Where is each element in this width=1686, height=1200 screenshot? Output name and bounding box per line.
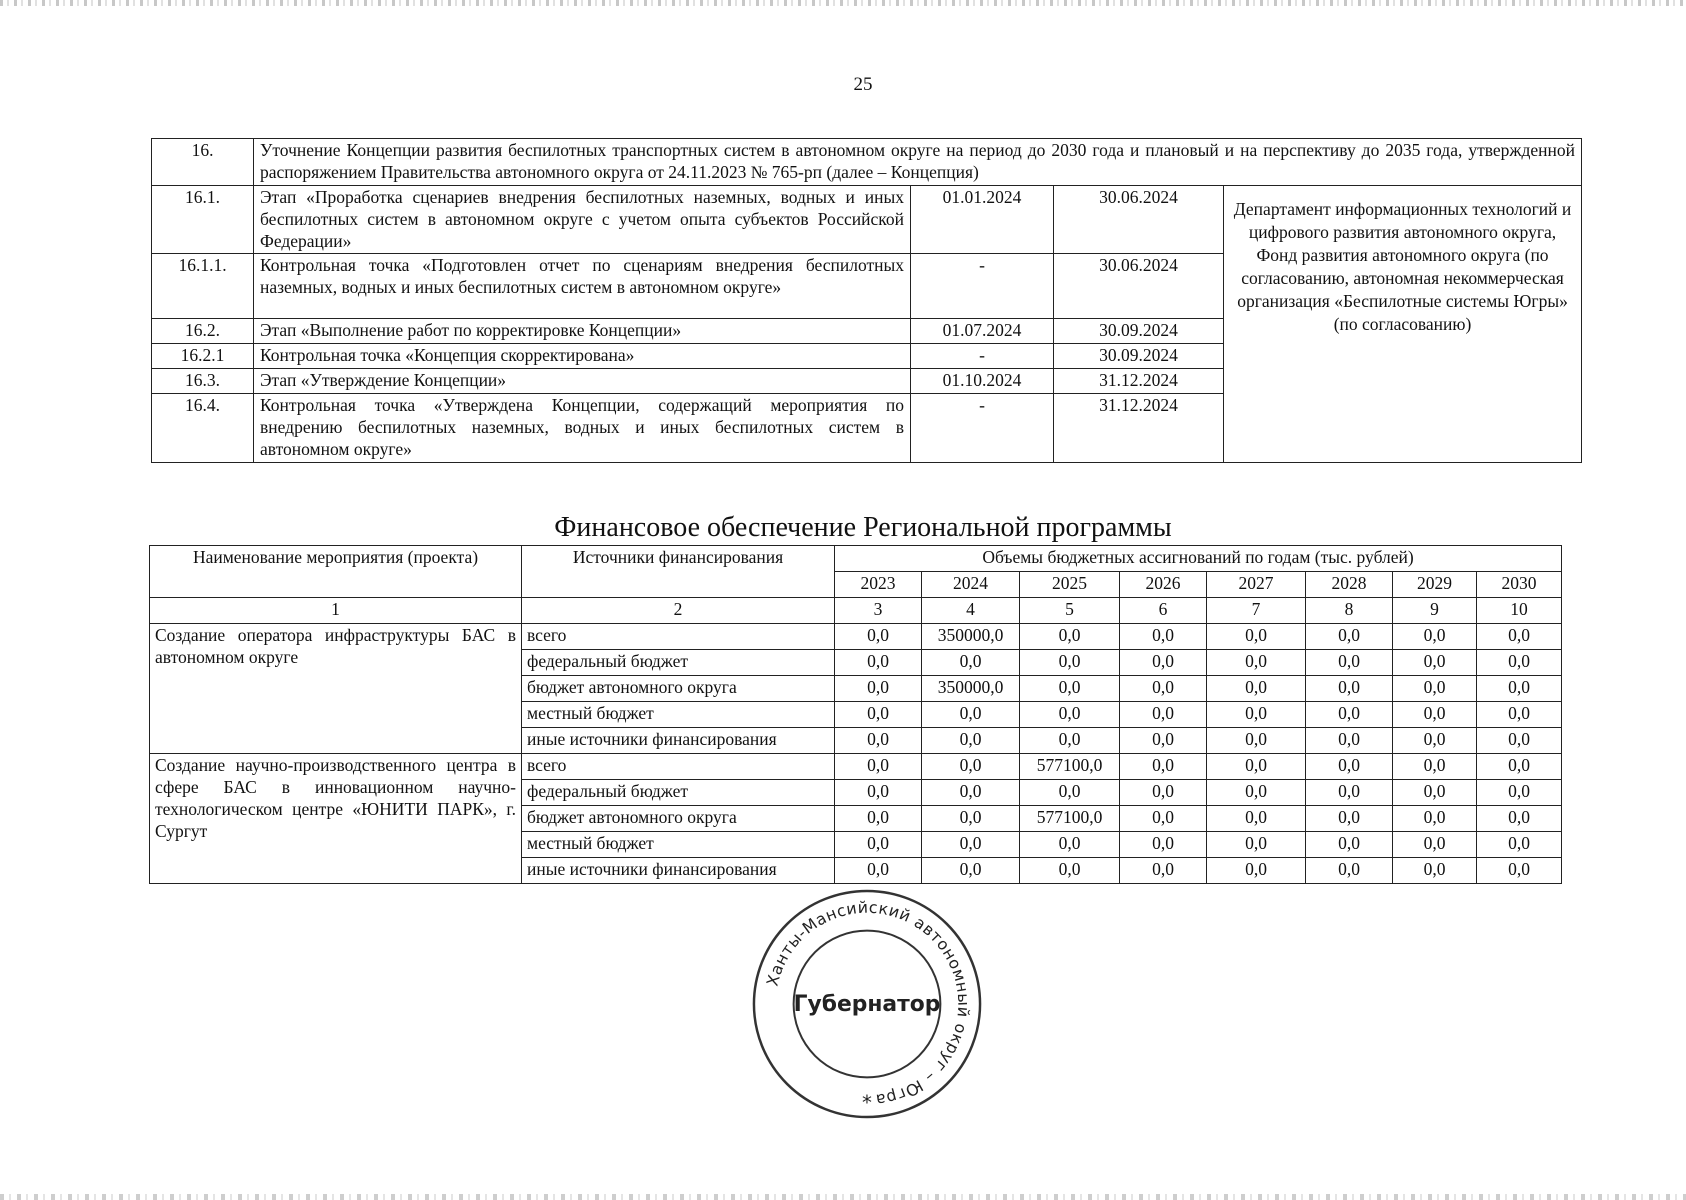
plan-responsible: Департамент информационных технологий и цифрового развития автономного округа, Фонд развития автономного округа (по согласованию, автономная некоммерческая организация «Беспилотные системы Югры» (по согласованию) (1224, 185, 1582, 462)
funding-value: 0,0 (1306, 858, 1393, 884)
header-volumes: Объемы бюджетных ассигнований по годам (тыс. рублей) (835, 546, 1562, 572)
funding-source: всего (522, 754, 835, 780)
plan-item-text: Контрольная точка «Концепция скорректирована» (254, 344, 911, 369)
plan-item-text: Уточнение Концепции развития беспилотных транспортных систем в автономном округе на период до 2030 года и плановый и на перспективу до 2035 года, утвержденной распоряжением Правительства автономного округа от 24.11.2023 № 765-рп (далее – Концепция) (254, 139, 1582, 186)
plan-item-number: 16.4. (152, 394, 254, 463)
column-number: 3 (835, 598, 922, 624)
column-number: 1 (150, 598, 522, 624)
plan-end-date: 31.12.2024 (1054, 369, 1224, 394)
funding-value: 0,0 (835, 702, 922, 728)
funding-value: 0,0 (835, 754, 922, 780)
funding-value: 0,0 (1120, 676, 1207, 702)
seal-center-text: Губернатор (793, 991, 941, 1017)
plan-end-date: 30.06.2024 (1054, 185, 1224, 254)
funding-source: федеральный бюджет (522, 780, 835, 806)
funding-source: бюджет автономного округа (522, 806, 835, 832)
column-number: 5 (1020, 598, 1120, 624)
funding-value: 0,0 (1393, 806, 1477, 832)
scan-edge-top (0, 0, 1686, 6)
column-number: 4 (922, 598, 1020, 624)
funding-value: 0,0 (1393, 650, 1477, 676)
column-number: 9 (1393, 598, 1477, 624)
plan-start-date: - (911, 254, 1054, 319)
plan-item-number: 16.3. (152, 369, 254, 394)
plan-end-date: 30.09.2024 (1054, 344, 1224, 369)
header-sources: Источники финансирования (522, 546, 835, 598)
funding-value: 0,0 (1120, 806, 1207, 832)
funding-value: 0,0 (1306, 624, 1393, 650)
funding-value: 0,0 (1120, 780, 1207, 806)
finance-table (149, 545, 1562, 884)
scan-edge-bottom (0, 1194, 1686, 1200)
year-header: 2027 (1207, 572, 1306, 598)
funding-source: местный бюджет (522, 702, 835, 728)
column-number: 7 (1207, 598, 1306, 624)
funding-value: 350000,0 (922, 624, 1020, 650)
funding-source: всего (522, 624, 835, 650)
funding-value: 0,0 (922, 832, 1020, 858)
funding-value: 0,0 (1120, 702, 1207, 728)
plan-start-date: 01.07.2024 (911, 319, 1054, 344)
funding-value: 0,0 (1477, 858, 1562, 884)
funding-value: 0,0 (835, 650, 922, 676)
funding-value: 0,0 (1306, 832, 1393, 858)
year-header: 2029 (1393, 572, 1477, 598)
plan-end-date: 30.06.2024 (1054, 254, 1224, 319)
year-header: 2023 (835, 572, 922, 598)
column-number: 6 (1120, 598, 1207, 624)
funding-value: 0,0 (1393, 754, 1477, 780)
column-number: 10 (1477, 598, 1562, 624)
plan-item-number: 16.2. (152, 319, 254, 344)
plan-item-number: 16. (152, 139, 254, 186)
funding-value: 0,0 (922, 780, 1020, 806)
year-header: 2026 (1120, 572, 1207, 598)
funding-value: 0,0 (1306, 728, 1393, 754)
funding-source: иные источники финансирования (522, 858, 835, 884)
funding-value: 577100,0 (1020, 754, 1120, 780)
funding-value: 0,0 (835, 806, 922, 832)
funding-value: 0,0 (1477, 676, 1562, 702)
funding-value: 350000,0 (922, 676, 1020, 702)
funding-value: 0,0 (922, 650, 1020, 676)
funding-value: 0,0 (1393, 780, 1477, 806)
funding-value: 0,0 (1477, 754, 1562, 780)
plan-row (152, 185, 1582, 254)
plan-end-date: 31.12.2024 (1054, 394, 1224, 463)
funding-value: 0,0 (1306, 650, 1393, 676)
plan-start-date: - (911, 344, 1054, 369)
funding-value: 0,0 (1393, 676, 1477, 702)
plan-start-date: 01.10.2024 (911, 369, 1054, 394)
plan-item-text: Контрольная точка «Подготовлен отчет по сценариям внедрения беспилотных наземных, водных и иных беспилотных систем в автономном округе» (254, 254, 911, 319)
funding-value: 0,0 (922, 858, 1020, 884)
funding-value: 0,0 (1207, 728, 1306, 754)
funding-value: 0,0 (835, 780, 922, 806)
funding-value: 0,0 (1306, 754, 1393, 780)
funding-value: 0,0 (1020, 858, 1120, 884)
plan-item-text: Этап «Утверждение Концепции» (254, 369, 911, 394)
funding-value: 0,0 (1393, 728, 1477, 754)
funding-value: 0,0 (1120, 624, 1207, 650)
column-number: 2 (522, 598, 835, 624)
project-name: Создание оператора инфраструктуры БАС в автономном округе (150, 624, 522, 754)
seal-star: * (862, 1091, 872, 1115)
funding-value: 0,0 (1120, 858, 1207, 884)
plan-item-text: Этап «Проработка сценариев внедрения беспилотных наземных, водных и иных беспилотных систем в автономном округе с учетом опыта субъектов Российской Федерации» (254, 185, 911, 254)
funding-value: 0,0 (835, 728, 922, 754)
governor-seal (748, 885, 986, 1123)
funding-value: 0,0 (1120, 754, 1207, 780)
funding-value: 0,0 (1120, 728, 1207, 754)
funding-value: 0,0 (922, 806, 1020, 832)
plan-start-date: 01.01.2024 (911, 185, 1054, 254)
funding-value: 0,0 (1207, 754, 1306, 780)
funding-source: бюджет автономного округа (522, 676, 835, 702)
funding-value: 0,0 (922, 754, 1020, 780)
plan-item-number: 16.1. (152, 185, 254, 254)
funding-value: 0,0 (1306, 702, 1393, 728)
funding-value: 0,0 (1020, 702, 1120, 728)
funding-value: 0,0 (1477, 624, 1562, 650)
finance-section-title: Финансовое обеспечение Региональной программы (554, 512, 1172, 543)
funding-value: 0,0 (1306, 780, 1393, 806)
funding-value: 0,0 (1207, 780, 1306, 806)
year-header: 2028 (1306, 572, 1393, 598)
funding-source: иные источники финансирования (522, 728, 835, 754)
year-header: 2024 (922, 572, 1020, 598)
funding-value: 0,0 (835, 832, 922, 858)
funding-value: 0,0 (1393, 702, 1477, 728)
plan-start-date: - (911, 394, 1054, 463)
funding-value: 0,0 (1477, 832, 1562, 858)
project-name: Создание научно-производственного центра в сфере БАС в инновационном научно-технологическом центре «ЮНИТИ ПАРК», г. Сургут (150, 754, 522, 884)
funding-value: 0,0 (1477, 650, 1562, 676)
plan-end-date: 30.09.2024 (1054, 319, 1224, 344)
plan-row (152, 139, 1582, 186)
year-header: 2025 (1020, 572, 1120, 598)
funding-value: 0,0 (1207, 832, 1306, 858)
column-number: 8 (1306, 598, 1393, 624)
seal-ring-text: Ханты-Мансийский автономный округ – Югра (762, 897, 974, 1110)
funding-value: 0,0 (1477, 780, 1562, 806)
funding-value: 0,0 (1393, 858, 1477, 884)
funding-value: 0,0 (1393, 624, 1477, 650)
funding-value: 0,0 (835, 624, 922, 650)
funding-value: 0,0 (1207, 806, 1306, 832)
funding-value: 0,0 (1020, 780, 1120, 806)
page-number: 25 (853, 74, 873, 95)
funding-value: 0,0 (1393, 832, 1477, 858)
funding-value: 0,0 (1207, 858, 1306, 884)
funding-value: 0,0 (1477, 702, 1562, 728)
funding-source: федеральный бюджет (522, 650, 835, 676)
funding-value: 0,0 (1120, 832, 1207, 858)
finance-row (150, 624, 1562, 650)
funding-value: 0,0 (1477, 806, 1562, 832)
plan-item-number: 16.1.1. (152, 254, 254, 319)
funding-value: 0,0 (1477, 728, 1562, 754)
plan-item-number: 16.2.1 (152, 344, 254, 369)
funding-value: 0,0 (835, 858, 922, 884)
funding-value: 0,0 (1207, 676, 1306, 702)
funding-value: 0,0 (1207, 624, 1306, 650)
year-header: 2030 (1477, 572, 1562, 598)
funding-value: 0,0 (1020, 624, 1120, 650)
plan-table (151, 138, 1582, 463)
funding-value: 0,0 (1120, 650, 1207, 676)
plan-item-text: Этап «Выполнение работ по корректировке Концепции» (254, 319, 911, 344)
finance-row (150, 754, 1562, 780)
funding-source: местный бюджет (522, 832, 835, 858)
funding-value: 0,0 (1020, 832, 1120, 858)
funding-value: 0,0 (1207, 650, 1306, 676)
funding-value: 0,0 (1020, 728, 1120, 754)
funding-value: 577100,0 (1020, 806, 1120, 832)
funding-value: 0,0 (1020, 676, 1120, 702)
funding-value: 0,0 (1207, 702, 1306, 728)
plan-item-text: Контрольная точка «Утверждена Концепции, содержащий мероприятия по внедрению беспилотных наземных, водных и иных беспилотных систем в автономном округе» (254, 394, 911, 463)
funding-value: 0,0 (835, 676, 922, 702)
funding-value: 0,0 (1306, 676, 1393, 702)
funding-value: 0,0 (1020, 650, 1120, 676)
funding-value: 0,0 (922, 728, 1020, 754)
funding-value: 0,0 (922, 702, 1020, 728)
header-name: Наименование мероприятия (проекта) (150, 546, 522, 598)
funding-value: 0,0 (1306, 806, 1393, 832)
